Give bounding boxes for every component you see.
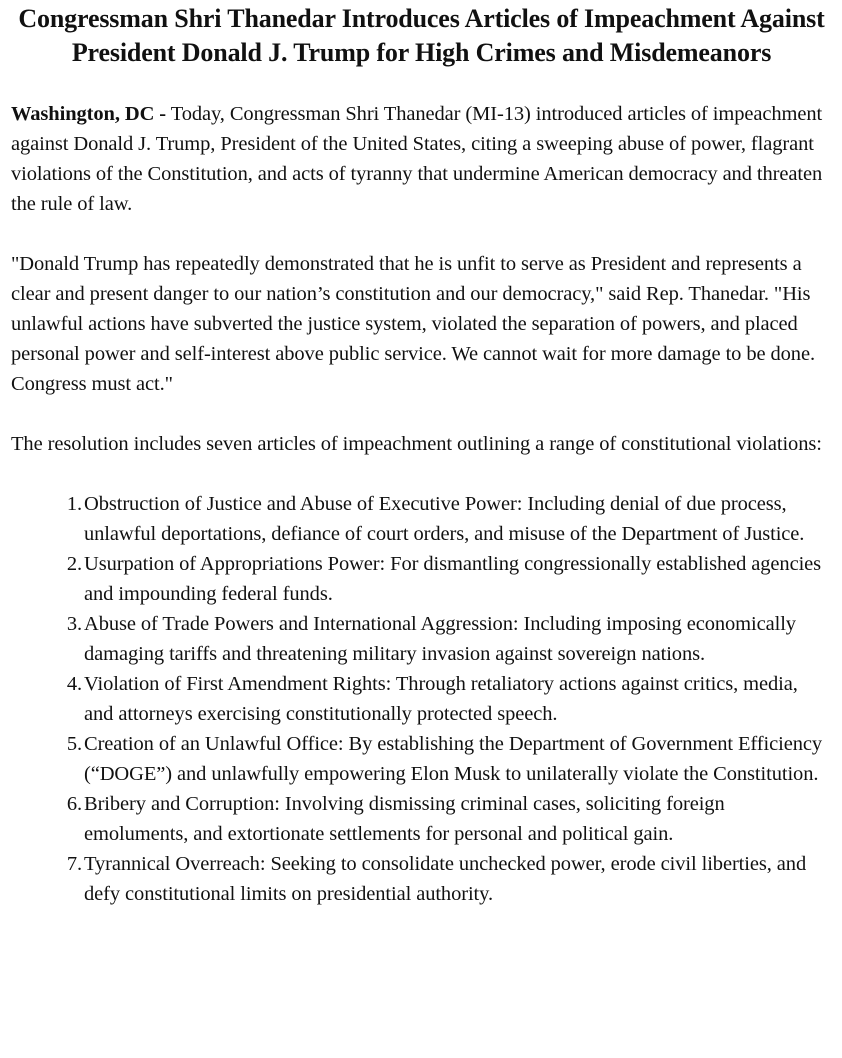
- article-text: Bribery and Corruption: Involving dismissing criminal cases, soliciting foreign emoluments, and extortionate settlements for personal and political gain.: [84, 793, 725, 845]
- list-item: [66, 549, 832, 609]
- list-item: [66, 789, 832, 849]
- article-text: Abuse of Trade Powers and International Aggression: Including imposing economically damaging tariffs and threatening military invasion against sovereign nations.: [84, 613, 796, 665]
- list-item: [66, 729, 832, 789]
- article-text: Obstruction of Justice and Abuse of Executive Power: Including denial of due process, unlawful deportations, defiance of court orders, and misuse of the Department of Justice.: [84, 493, 805, 545]
- article-text: Usurpation of Appropriations Power: For dismantling congressionally established agencies and impounding federal funds.: [84, 553, 822, 605]
- quote-paragraph: "Donald Trump has repeatedly demonstrated that he is unfit to serve as President and represents a clear and present danger to our nation’s constitution and our democracy," said Rep. Thanedar. "His unlawful actions have subverted the justice system, violated the separation of powers, and placed personal power and self-interest above public service. We cannot wait for more damage to be done. Congress must act.": [11, 253, 815, 395]
- list-item: [66, 669, 832, 729]
- article-number: 4.: [66, 673, 82, 695]
- article-number: 7.: [66, 853, 82, 875]
- lead-text: Today, Congressman Shri Thanedar (MI-13) introduced articles of impeachment against Donald J. Trump, President of the United States, citing a sweeping abuse of power, flagrant violations of the Constitution, and acts of tyranny that undermine American democracy and threaten the rule of law.: [11, 103, 823, 215]
- article-text: Tyrannical Overreach: Seeking to consolidate unchecked power, erode civil liberties, and defy constitutional limits on presidential authority.: [84, 853, 807, 905]
- articles-list: [11, 489, 832, 909]
- article-number: 3.: [66, 613, 82, 635]
- article-text: Creation of an Unlawful Office: By establishing the Department of Government Efficiency (“DOGE”) and unlawfully empowering Elon Musk to unilaterally violate the Constitution.: [84, 733, 822, 785]
- article-number: 2.: [66, 553, 82, 575]
- list-item: [66, 609, 832, 669]
- dateline: Washington, DC -: [11, 103, 167, 125]
- list-item: [66, 489, 832, 549]
- list-item: [66, 849, 832, 909]
- resolution-intro: The resolution includes seven articles of impeachment outlining a range of constitutional violations:: [11, 433, 822, 455]
- lead-paragraph: [11, 99, 832, 219]
- page-title: Congressman Shri Thanedar Introduces Articles of Impeachment Against President Donald J. Trump for High Crimes and Misdemeanors: [18, 4, 825, 67]
- article-number: 5.: [66, 733, 82, 755]
- article-number: 1.: [66, 493, 82, 515]
- article-number: 6.: [66, 793, 82, 815]
- article-text: Violation of First Amendment Rights: Through retaliatory actions against critics, media, and attorneys exercising constitutionally protected speech.: [84, 673, 798, 725]
